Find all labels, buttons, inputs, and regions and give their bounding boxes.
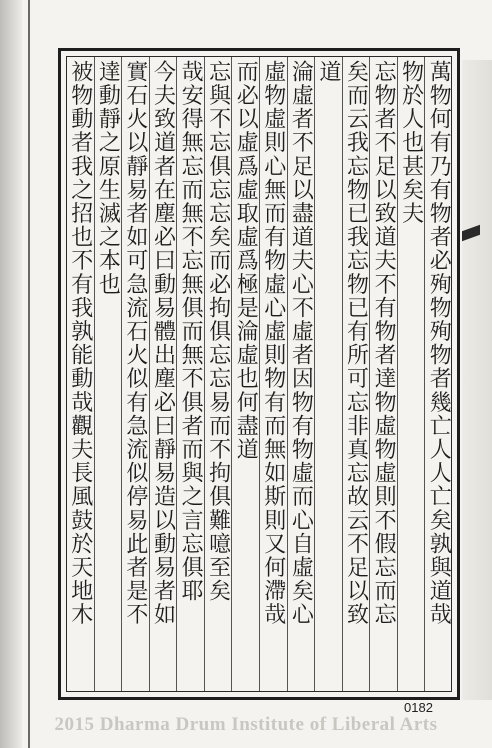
text-column: 哉安得無忘而無不忘無俱而無不俱者而與之言忘俱耶: [178, 60, 204, 603]
page-number: 0182: [404, 700, 433, 715]
footer-watermark: 2015 Dharma Drum Institute of Liberal Arts: [54, 714, 438, 735]
page-gutter-shadow: [0, 0, 22, 748]
text-column: 物於人也甚矣夫: [398, 60, 424, 226]
text-column: 矣而云我忘物已我忘物已有所可忘非真忘故云不足以致: [343, 60, 369, 627]
text-column: 今夫致道者在塵必曰動易體出塵必曰靜易造以動易者如: [150, 60, 176, 627]
right-margin: [462, 60, 492, 700]
text-column: 實石火以靜易者如可急流石火似有急流似停易此者是不: [122, 60, 148, 627]
text-column: 淪虛者不足以盡道夫心不虛者因物有物虛而心自虛矣心: [288, 60, 314, 627]
text-column: 忘與不忘俱忘忘矣而必拘俱忘忘易而不拘俱難噫至矣: [205, 60, 231, 603]
text-column: 忘物者不足以致道夫不有物者達物虛物虛則不假忘而忘: [371, 60, 397, 627]
text-column: 道: [315, 60, 341, 84]
text-column: 達動靜之原生滅之本也: [95, 60, 121, 296]
text-column: 而必以虛爲虛取虛爲極是淪虛也何盡道: [233, 60, 259, 462]
binding-line: [28, 0, 30, 748]
text-column: 萬物何有乃有物者必殉物殉物者幾亡人人亡矣孰與道哉: [426, 60, 452, 627]
text-column: 被物動者我之招也不有我孰能動哉觀夫長風鼓於天地木: [67, 60, 93, 627]
text-column: 虛物虛則心無而有物虛心虛則物有而無如斯則又何滯哉: [260, 60, 286, 627]
